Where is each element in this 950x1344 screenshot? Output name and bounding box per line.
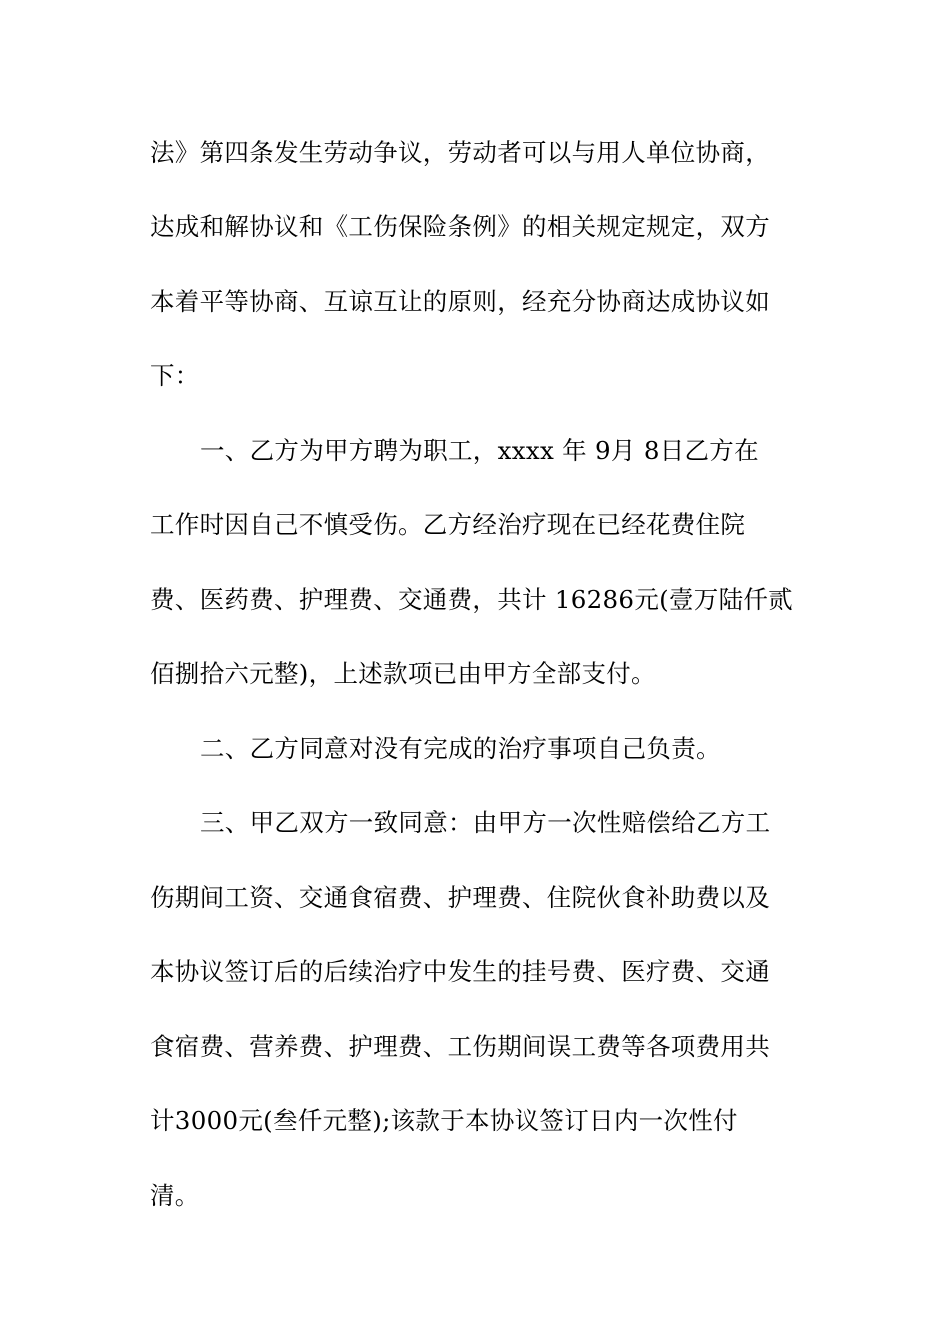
text-line: 法》第四条发生劳动争议，劳动者可以与用人单位协商，: [150, 138, 770, 167]
paragraph-2-start: 二、乙方同意对没有完成的治疗事项自己负责。: [200, 734, 721, 763]
text-line: 伤期间工资、交通食宿费、护理费、住院伙食补助费以及: [150, 883, 770, 912]
text-line: 本协议签订后的后续治疗中发生的挂号费、医疗费、交通: [150, 957, 770, 986]
text-line: 达成和解协议和《工伤保险条例》的相关规定规定，双方: [150, 212, 770, 241]
text-line: 工作时因自己不慎受伤。乙方经治疗现在已经花费住院: [150, 510, 746, 539]
text-line: 费、医药费、护理费、交通费，共计 16286元(壹万陆仟贰: [150, 585, 793, 614]
text-line: 佰捌拾六元整)，上述款项已由甲方全部支付。: [150, 659, 656, 688]
paragraph-3-start: 三、甲乙双方一致同意：由甲方一次性赔偿给乙方工: [200, 808, 771, 837]
text-line: 计3000元(叁仟元整);该款于本协议签订日内一次性付: [150, 1106, 738, 1135]
paragraph-1-start: 一、乙方为甲方聘为职工，xxxx 年 9月 8日乙方在: [200, 436, 759, 465]
text-line: 清。: [150, 1181, 200, 1210]
text-line: 食宿费、营养费、护理费、工伤期间误工费等各项费用共: [150, 1032, 770, 1061]
text-line: 本着平等协商、互谅互让的原则，经充分协商达成协议如: [150, 287, 770, 316]
text-line: 下：: [150, 361, 200, 390]
